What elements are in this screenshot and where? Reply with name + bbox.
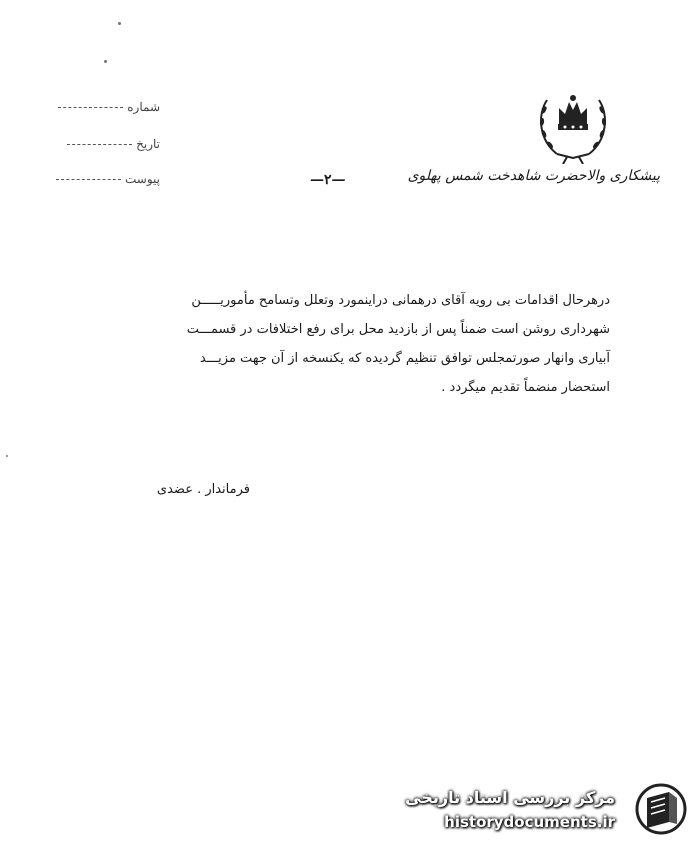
- page-number: —۲—: [310, 172, 346, 188]
- letter-body: [70, 286, 610, 402]
- scan-speck: [6, 455, 8, 457]
- crown-emblem-icon: [533, 80, 613, 164]
- number-field: [40, 100, 160, 114]
- attachment-label: پیوست: [125, 172, 160, 186]
- scan-speck: [104, 60, 107, 63]
- signature: فرماندار . عضدی: [156, 482, 250, 497]
- attachment-field: [40, 172, 160, 186]
- archive-logo-icon: [633, 782, 689, 836]
- date-label: تاریخ: [136, 137, 160, 151]
- date-field: [40, 137, 160, 151]
- body-line: آبیاری وانهار صورتمجلس توافق تنظیم گردیده که یکنسخه از آن جهت مزیـــد: [199, 351, 610, 366]
- scan-speck: [118, 22, 121, 25]
- office-title: پیشکاری والاحضرت شاهدخت شمس پهلوی: [407, 168, 660, 184]
- body-line: درهرحال اقدامات بی رویه آقای درهمانی دراینمورد وتعلل وتسامح مأموریـــــن: [191, 293, 610, 308]
- number-label: شماره: [127, 100, 160, 114]
- watermark-title: مرکز بررسی اسناد تاریخی: [405, 788, 615, 807]
- body-line: شهرداری روشن است ضمناً پس از بازدید محل برای رفع اختلافات در قسمـــت: [186, 322, 610, 337]
- watermark: [405, 778, 697, 840]
- body-line: استحضار منضماً تقدیم میگردد .: [441, 380, 610, 395]
- watermark-url: historydocuments.ir: [444, 813, 615, 831]
